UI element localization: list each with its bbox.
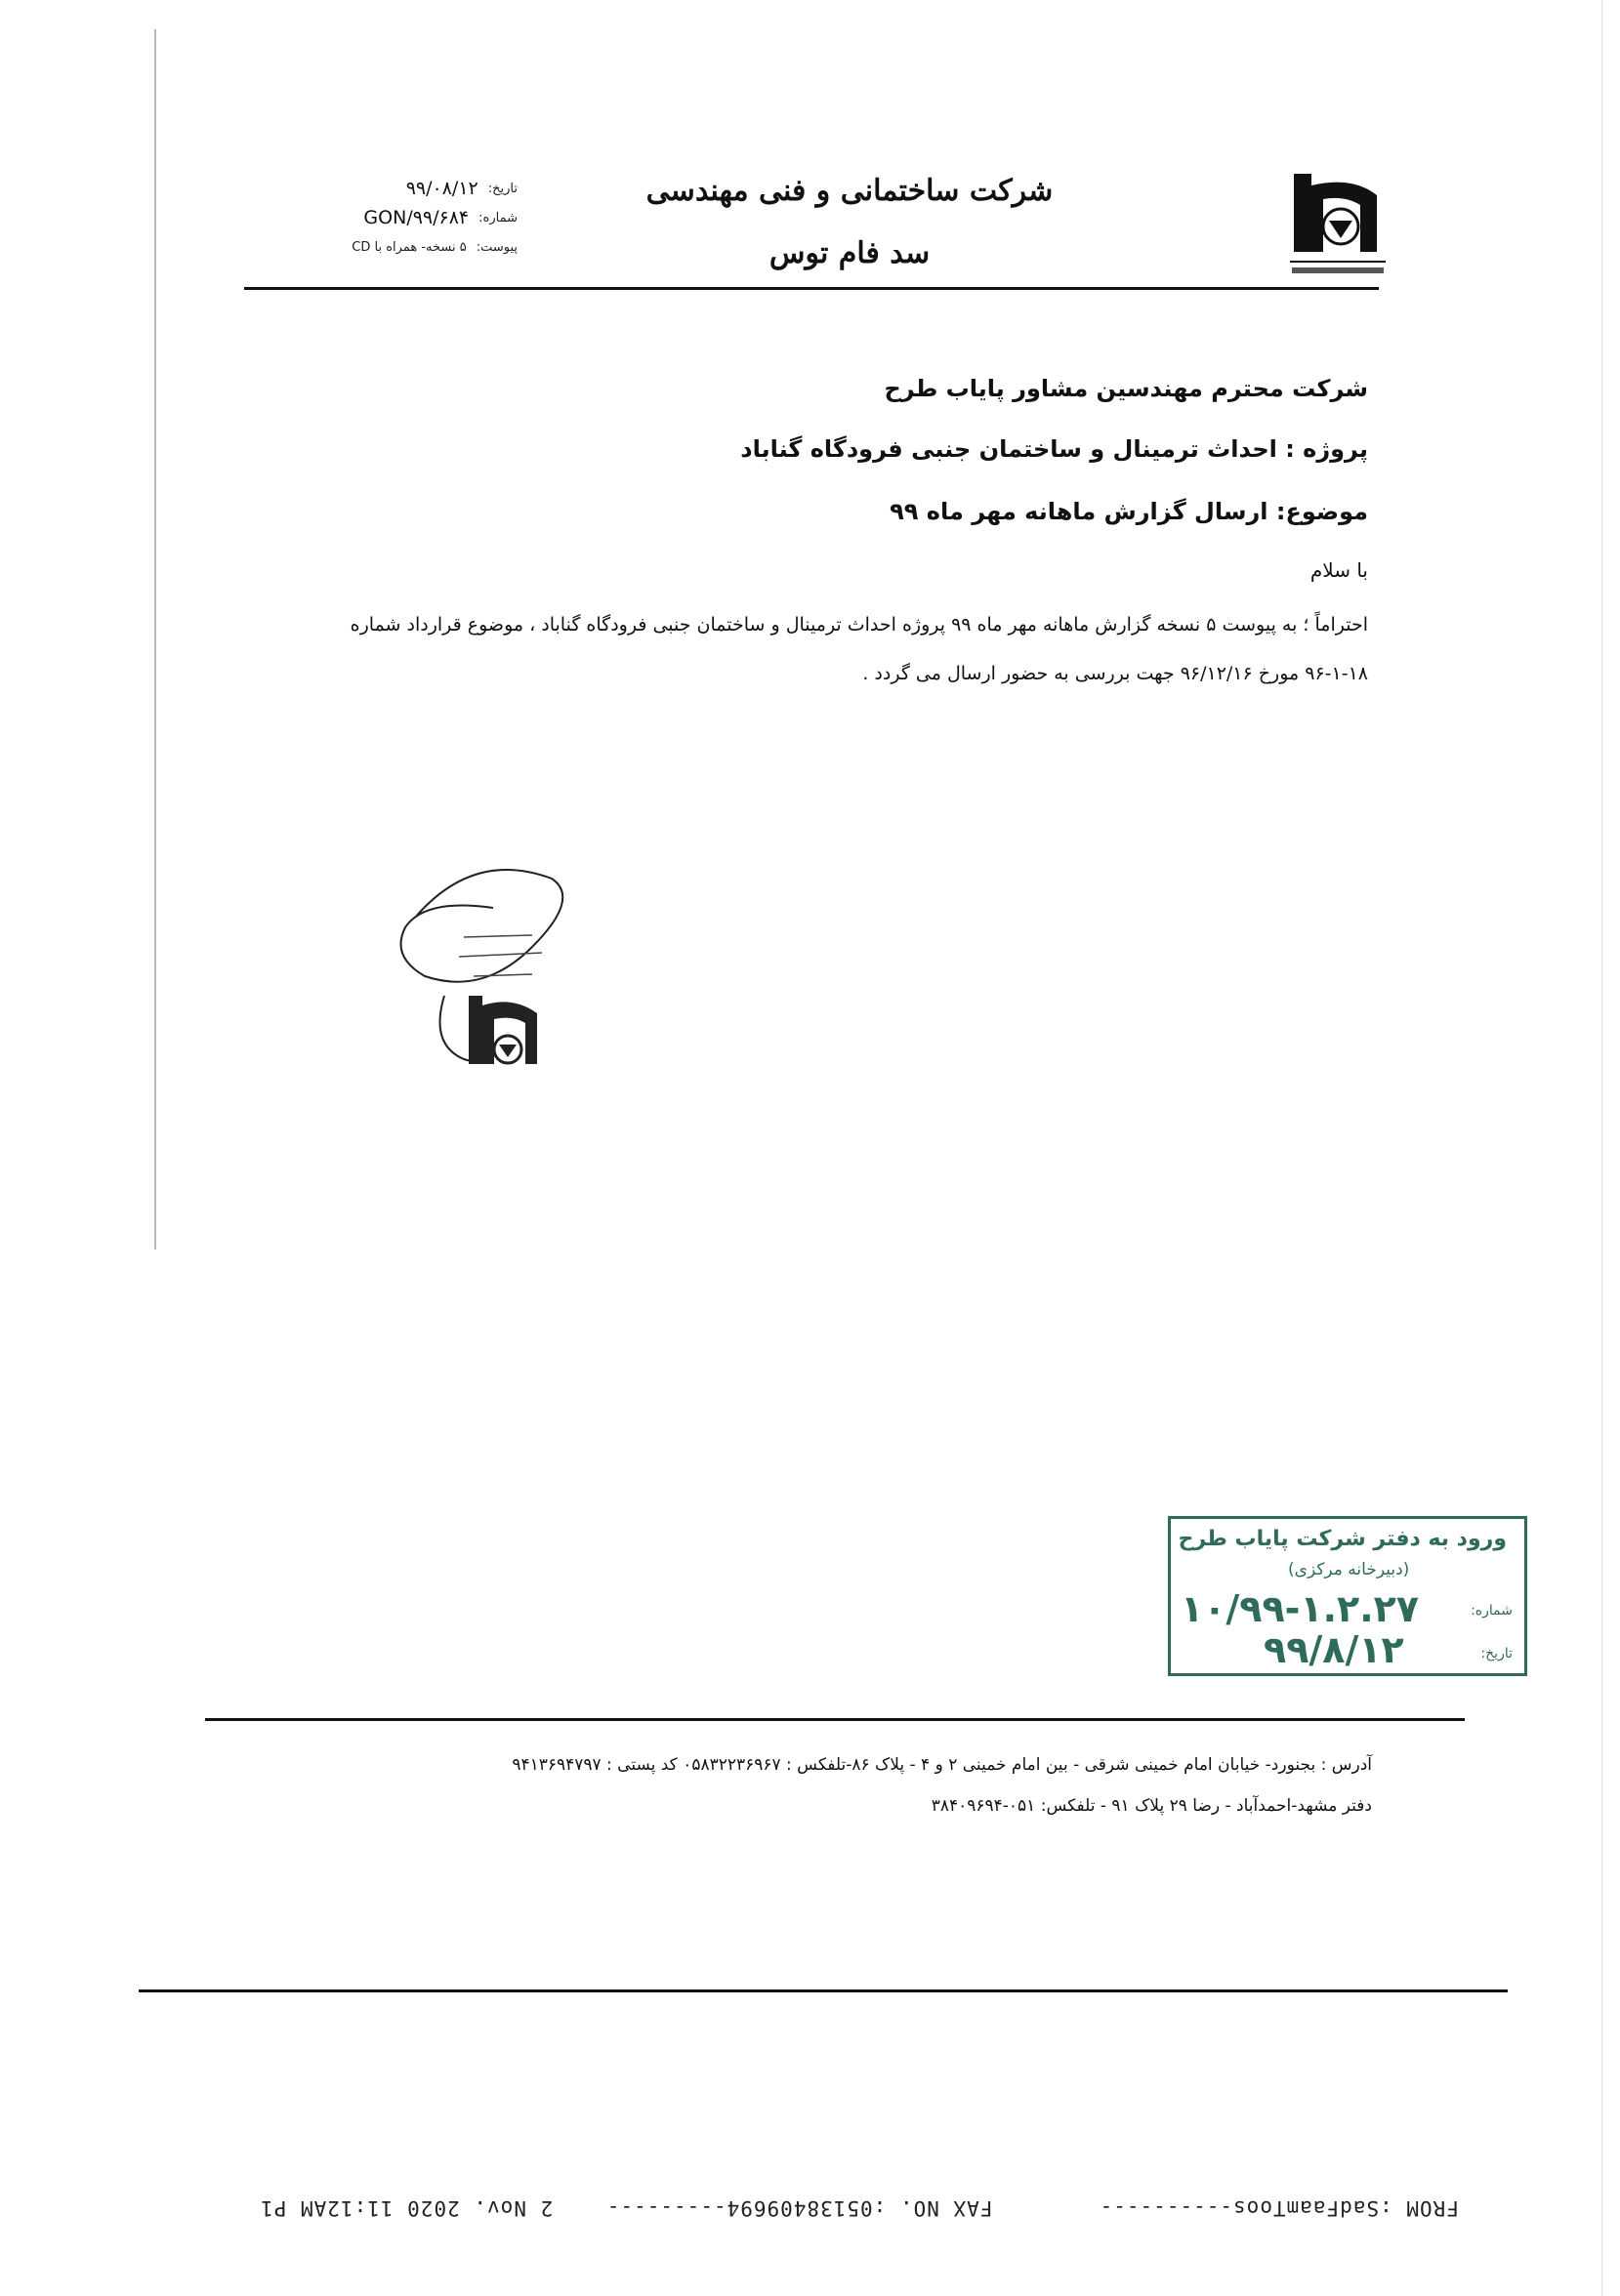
number-label: شماره: [478, 210, 518, 226]
subject-line: موضوع: ارسال گزارش ماهانه مهر ماه ۹۹ [890, 498, 1368, 525]
company-subname: سد فام توس [768, 236, 931, 270]
fax-header: FROM :SadFaamToos---------- FAX NO. :05138409694--------- 2 Nov. 2020 11:12AM P1 [260, 2196, 1459, 2220]
footer-address: آدرس : بجنورد- خیابان امام خمینی شرقی - بین امام خمینی ۲ و ۴ - پلاک ۸۶-تلفکس : ۰۵۸۳۲۲۳۶۹۶۷ کد پستی : ۹۴۱۳۶۹۴۷۹۷ [512, 1755, 1372, 1775]
header-divider [244, 287, 1379, 290]
footer-divider [205, 1718, 1465, 1721]
stamp-date: ۹۹/۸/۱۲ [1264, 1628, 1404, 1671]
number-value: GON/۹۹/۶۸۴ [363, 207, 470, 228]
addressee: شرکت محترم مهندسین مشاور پایاب طرح [884, 375, 1368, 402]
meta-date-row [264, 174, 518, 203]
letter-body [313, 600, 1368, 698]
meta-attachment-row [264, 232, 518, 262]
letter-meta [264, 174, 518, 262]
project-line: پروژه : احداث ترمینال و ساختمان جنبی فرودگاه گناباد [740, 435, 1368, 463]
receipt-stamp [1168, 1516, 1527, 1676]
company-name: شرکت ساختمانی و فنی مهندسی [645, 174, 1054, 208]
company-logo [1284, 166, 1392, 283]
body-line: احتراماً ؛ به پیوست ۵ نسخه گزارش ماهانه مهر ماه ۹۹ پروژه احداث ترمینال و ساختمان جنبی فرودگاه گناباد ، موضوع قرارداد شماره [350, 614, 1368, 636]
stamp-title: ورود به دفتر شرکت پایاب طرح [1178, 1527, 1507, 1551]
signature-with-stamp [386, 859, 596, 1123]
stamp-number: ۱۰/۹۹-۱.۲.۲۷ [1181, 1587, 1420, 1630]
footer-branch-address: دفتر مشهد-احمدآباد - رضا ۲۹ پلاک ۹۱ - تلفکس: ۰۵۱-۳۸۴۰۹۶۹۴ [931, 1796, 1372, 1816]
stamp-number-label: شماره: [1471, 1603, 1513, 1619]
bottom-divider [139, 1989, 1508, 1992]
stamp-date-label: تاریخ: [1480, 1646, 1513, 1661]
date-value: ۹۹/۰۸/۱۲ [405, 178, 478, 199]
body-line: ۹۶-۱-۱۸ مورخ ۹۶/۱۲/۱۶ جهت بررسی به حضور ارسال می گردد . [862, 663, 1368, 684]
attachment-label: پیوست: [476, 239, 518, 255]
meta-number-row [264, 203, 518, 232]
stamp-subtitle: (دبیرخانه مرکزی) [1288, 1560, 1410, 1579]
greeting: با سلام [1309, 558, 1368, 582]
date-label: تاریخ: [487, 181, 518, 196]
scan-edge-line [154, 29, 156, 1250]
attachment-value: ۵ نسخه- همراه با CD [352, 239, 467, 255]
scan-edge-line-right [1601, 0, 1602, 2296]
